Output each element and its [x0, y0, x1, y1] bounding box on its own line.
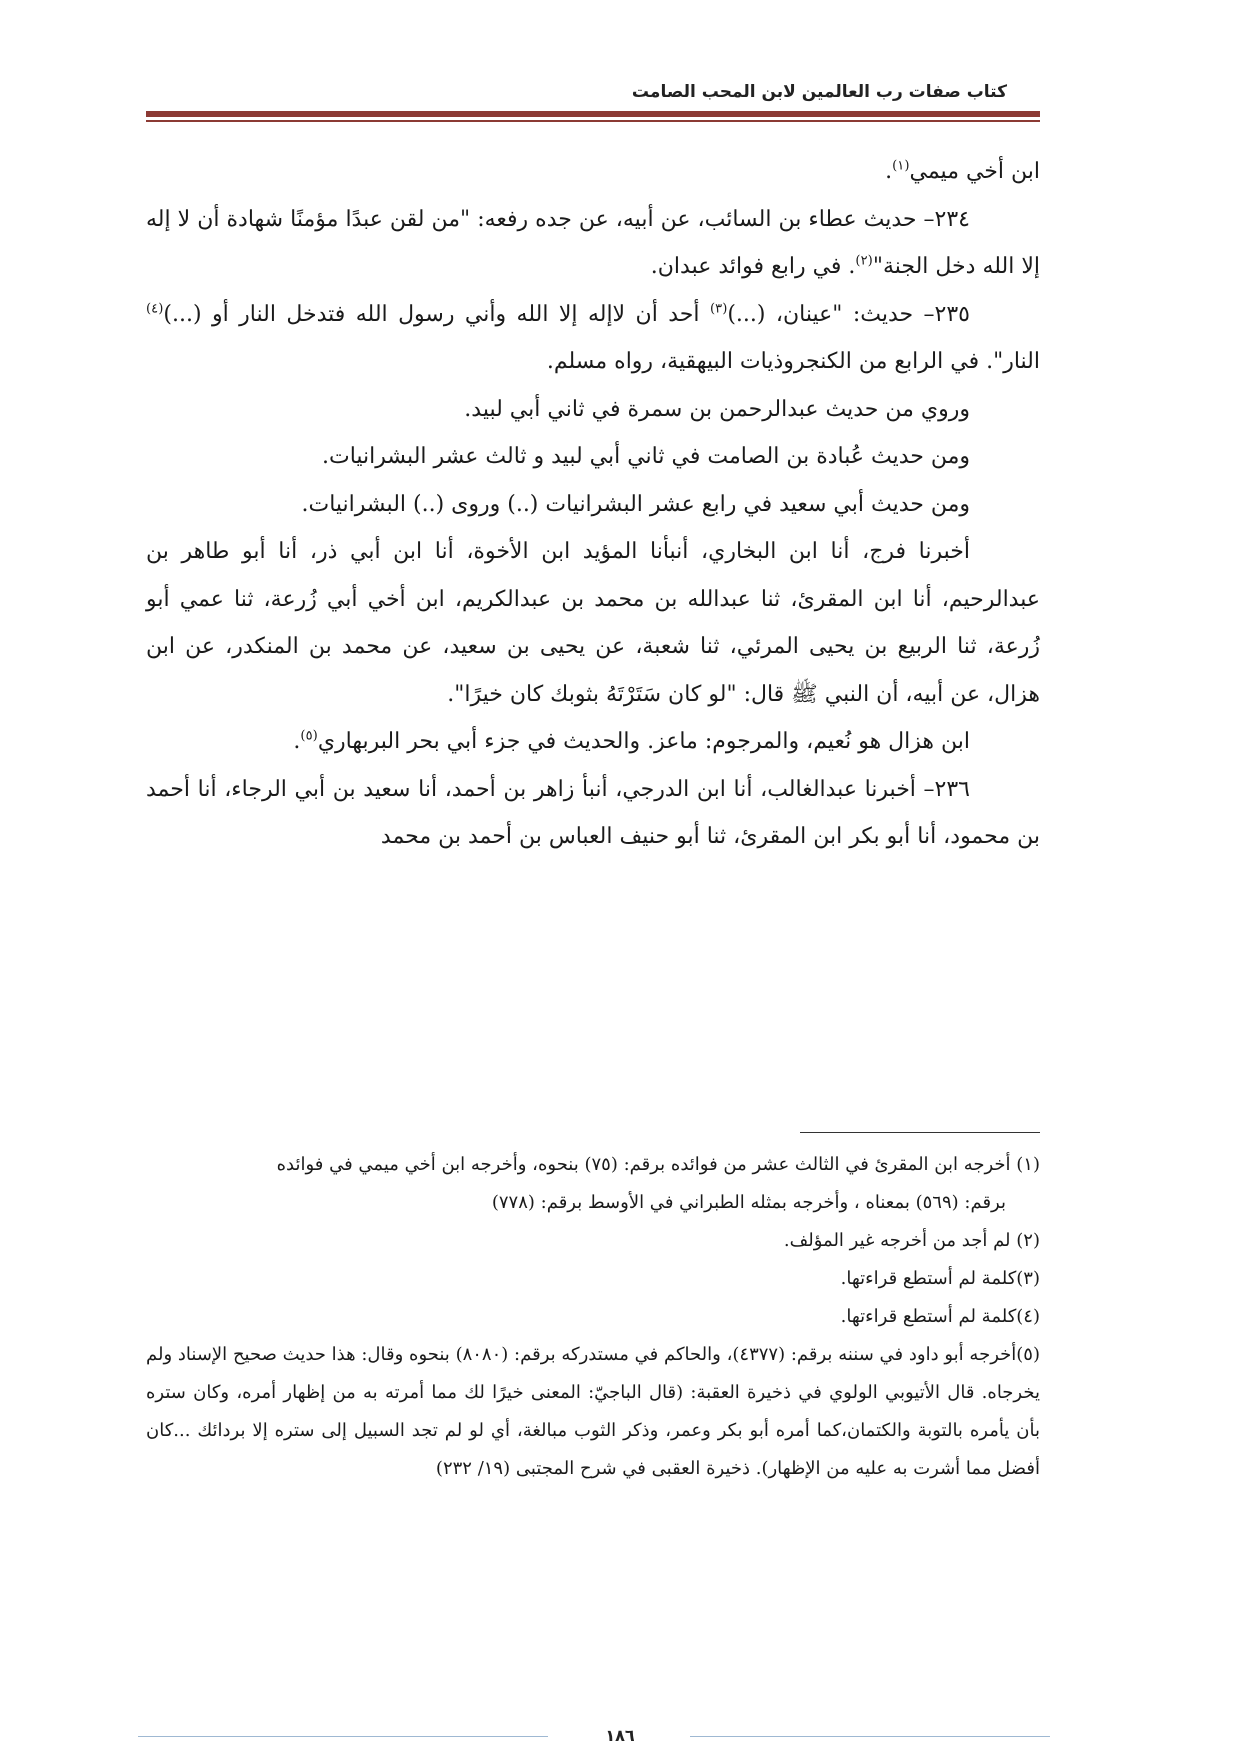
paragraph-8: ابن هزال هو نُعيم، والمرجوم: ماعز. والحديث في جزء أبي بحر البربهاري$^{(٥)}$. — [293, 728, 970, 754]
hadith-235: ٢٣٥– حديث: "عينان، (...)$^{(٣)}$ أحد أن لاإله إلا الله وأني رسول الله فتدخل النار أو (...)$^{(٤)}$ النار". في الرابع من الكنجروذيات البيهقية، رواه مسلم. — [146, 301, 1040, 374]
header-rule-thin — [146, 120, 1040, 122]
footnote-ref-4: (٤) — [146, 301, 164, 317]
footnote-ref-1: (١) — [892, 158, 910, 174]
paragraph-4: وروي من حديث عبدالرحمن بن سمرة في ثاني أبي لبيد. — [464, 396, 970, 422]
footnote-ref-3: (٣) — [709, 301, 728, 317]
hadith-236: ٢٣٦– أخبرنا عبدالغالب، أنا ابن الدرجي، أنبأ زاهر بن أحمد، أنا سعيد بن أبي الرجاء، أنا أحمد بن محمود، أنا أبو بكر ابن المقرئ، ثنا أبو حنيف العباس بن أحمد بن محمد — [146, 776, 1040, 849]
main-text — [146, 148, 1040, 861]
footnote-1-continuation: برقم: (٥٦٩) بمعناه ، وأخرجه بمثله الطبراني في الأوسط برقم: (٧٧٨) — [491, 1192, 1006, 1213]
footnote-1: (١) أخرجه ابن المقرئ في الثالث عشر من فوائده برقم: (٧٥) بنحوه، وأخرجه ابن أخي ميمي في فوائده — [276, 1154, 1040, 1175]
paragraph-6: ومن حديث أبي سعيد في رابع عشر البشرانيات (..) وروى (..) البشرانيات. — [301, 491, 970, 517]
paragraph-7: أخبرنا فرج، أنا ابن البخاري، أنبأنا المؤيد ابن الأخوة، أنا ابن أبي ذر، أنا أبو طاهر بن عبدالرحيم، أنا ابن المقرئ، ثنا عبدالله بن محمد بن عبدالكريم، ابن أخي أبي زُرعة، ثنا عمي أبو زُرعة، ثنا الربيع بن يحيى المرئي، ثنا شعبة، عن يحيى بن سعيد، عن محمد بن المنكدر، عن ابن هزال، عن أبيه، أن النبي ﷺ قال: "لو كان سَتَرْتَهُ بثوبك كان خيرًا". — [146, 539, 1040, 707]
paragraph-5: ومن حديث عُبادة بن الصامت في ثاني أبي لبيد و ثالث عشر البشرانيات. — [322, 444, 970, 469]
hadith-234: ٢٣٤– حديث عطاء بن السائب، عن أبيه، عن جده رفعه: "من لقن عبدًا مؤمنًا شهادة أن لا إله إلا الله دخل الجنة"$^{(٢)}$. في رابع فوائد عبدان. — [146, 206, 1040, 279]
footnote-separator — [800, 1132, 1040, 1133]
footnotes — [146, 1146, 1040, 1488]
footnote-2: (٢) لم أجد من أخرجه غير المؤلف. — [783, 1230, 1040, 1251]
footnote-3: (٣)كلمة لم أستطع قراءتها. — [840, 1268, 1040, 1289]
footnote-5: (٥)أخرجه أبو داود في سننه برقم: (٤٣٧٧)، والحاكم في مستدركه برقم: (٨٠٨٠) بنحوه وقال: هذا حديث صحيح الإسناد ولم يخرجاه. قال الأتيوبي الولوي في ذخيرة العقبة: (قال الباجيّ: المعنى خيرًا لك مما أمرته به من إظهار أمره، وكان ستره بأن يأمره بالتوبة والكتمان،كما أمره أبو بكر وعمر، وذكر الثوب مبالغة، أي لو لم تجد السبيل إلى ستره إلا بردائك ...كان أفضل مما أشرت به عليه من الإظهار). ذخيرة العقبى في شرح المجتبى (١٩/ ٢٣٢) — [146, 1344, 1040, 1479]
footer-rule-right — [690, 1736, 1050, 1737]
paragraph-1: ابن أخي ميمي$^{(١)}$. — [885, 158, 1040, 184]
footnote-ref-2: (٢) — [855, 253, 873, 269]
header-rule-thick — [146, 111, 1040, 117]
footer-rule-left — [138, 1736, 548, 1737]
footnote-ref-5: (٥) — [300, 728, 318, 744]
running-title: كتاب صفات رب العالمين لابن المحب الصامت — [631, 82, 1007, 102]
footnote-4: (٤)كلمة لم أستطع قراءتها. — [840, 1306, 1040, 1327]
page-number: ١٨٦ — [605, 1726, 635, 1745]
